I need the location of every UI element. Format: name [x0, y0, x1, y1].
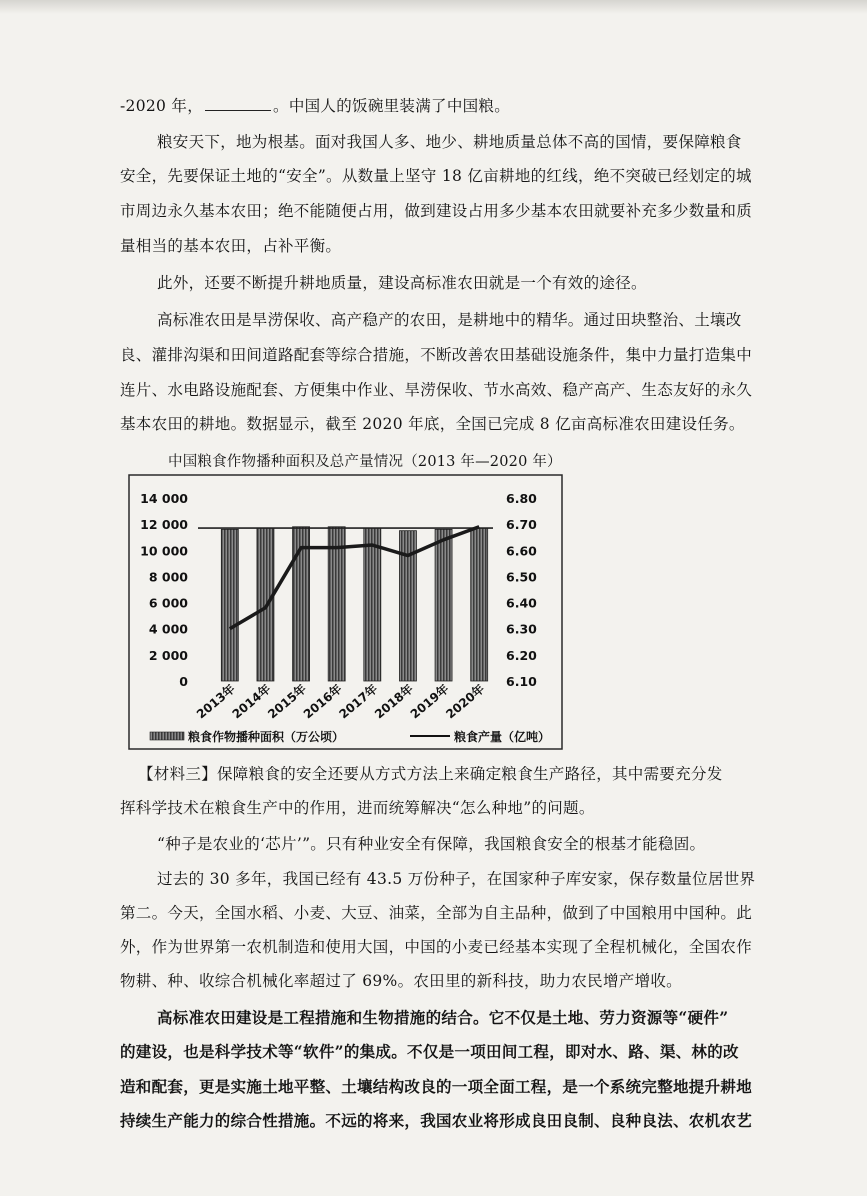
text-line: [120, 96, 510, 116]
text-line: “种子是农业的‘芯片’”。只有种业安全有保障，我国粮食安全的根基才能稳固。: [157, 835, 706, 853]
y-right-tick-label: 6.10: [506, 674, 537, 689]
text-line: 市周边永久基本农田；绝不能随便占用，做到建设占用多少基本农田就要补充多少数量和质: [120, 202, 753, 220]
scan-edge: [0, 0, 867, 14]
text-line: 基本农田的耕地。数据显示，截至 2020 年底，全国已完成 8 亿亩高标准农田建设任务。: [120, 415, 745, 433]
y-left-tick-label: 0: [179, 674, 188, 689]
y-left-tick-label: 12 000: [140, 517, 188, 533]
answer-blank[interactable]: [205, 96, 271, 111]
y-right-tick-label: 6.40: [506, 595, 537, 611]
y-left-tick-label: 8 000: [148, 569, 188, 585]
chart: [128, 474, 563, 750]
text-line: 良、灌排沟渠和田间道路配套等综合措施，不断改善农田基础设施条件，集中力量打造集中: [120, 346, 753, 364]
text-line: 第二。今天，全国水稻、小麦、大豆、油菜，全部为自主品种，做到了中国粮用中国种。此: [120, 904, 753, 922]
x-tick-label: 2016年: [300, 681, 345, 722]
text-line: 持续生产能力的综合性措施。不远的将来，我国农业将形成良田良制、良种良法、农机农艺: [120, 1111, 753, 1130]
x-tick-label: 2019年: [407, 681, 452, 722]
y-left-tick-label: 14 000: [140, 491, 188, 506]
line-segment: -2020 年，: [120, 97, 204, 115]
bar: [221, 529, 238, 681]
y-left-tick-label: 10 000: [140, 543, 188, 559]
text-line: 高标准农田建设是工程措施和生物措施的结合。它不仅是土地、劳力资源等“硬件”: [157, 1008, 729, 1027]
y-left-tick-label: 6 000: [148, 595, 188, 611]
text-line: 挥科学技术在粮食生产中的作用，进而统筹解决“怎么种地”的问题。: [120, 799, 595, 817]
bar: [328, 527, 345, 681]
chart-title: 中国粮食作物播种面积及总产量情况（2013 年—2020 年）: [168, 454, 562, 470]
text-line: 的建设，也是科学技术等“软件”的集成。不仅是一项田间工程，即对水、路、渠、林的改: [120, 1042, 739, 1061]
text-line: 连片、水电路设施配套、方便集中作业、旱涝保收、节水高效、稳产高产、生态友好的永久: [120, 381, 753, 399]
text-line: 外，作为世界第一农机制造和使用大国，中国的小麦已经基本实现了全程机械化，全国农作: [120, 938, 753, 956]
x-tick-label: 2020年: [443, 681, 488, 722]
text-line: 【材料三】保障粮食的安全还要从方式方法上来确定粮食生产路径，其中需要充分发: [138, 765, 723, 783]
y-right-tick-label: 6.80: [506, 491, 537, 506]
y-right-tick-label: 6.30: [506, 621, 537, 637]
bar: [435, 529, 452, 681]
y-right-tick-label: 6.20: [506, 647, 537, 663]
x-tick-label: 2018年: [372, 681, 416, 722]
legend-label-bars: 粮食作物播种面积（万公顷）: [188, 730, 345, 744]
y-right-tick-label: 6.70: [506, 517, 537, 533]
x-tick-label: 2013年: [193, 681, 238, 722]
bar: [471, 528, 488, 681]
text-line: 高标准农田是旱涝保收、高产稳产的农田，是耕地中的精华。通过田块整治、土壤改: [157, 311, 742, 329]
legend-swatch-bars: [150, 732, 184, 740]
text-line: 造和配套，更是实施土地平整、土壤结构改良的一项全面工程，是一个系统完整地提升耕地: [120, 1077, 753, 1096]
text-line: 此外，还要不断提升耕地质量，建设高标准农田就是一个有效的途径。: [157, 274, 647, 292]
x-tick-label: 2014年: [229, 681, 274, 722]
legend-label-line: 粮食产量（亿吨）: [454, 730, 551, 744]
y-left-tick-label: 4 000: [148, 621, 188, 637]
text-line: 安全，先要保证土地的“安全”。从数量上坚守 18 亿亩耕地的红线，绝不突破已经划定的城: [120, 167, 752, 185]
x-tick-label: 2015年: [265, 681, 309, 722]
y-left-tick-label: 2 000: [148, 647, 188, 663]
text-line: 物耕、种、收综合机械化率超过了 69%。农田里的新科技，助力农民增产增收。: [120, 972, 682, 990]
y-right-tick-label: 6.60: [506, 543, 537, 559]
text-line: 过去的 30 多年，我国已经有 43.5 万份种子，在国家种子库安家，保存数量位居世界: [157, 870, 756, 888]
text-line: 量相当的基本农田，占补平衡。: [120, 237, 342, 255]
x-tick-label: 2017年: [336, 681, 381, 722]
bar: [364, 528, 381, 681]
line-segment: 。中国人的饭碗里装满了中国粮。: [273, 97, 511, 115]
y-right-tick-label: 6.50: [506, 569, 537, 585]
chart-svg: [128, 474, 563, 750]
text-line: 粮安天下，地为根基。面对我国人多、地少、耕地质量总体不高的国情，要保障粮食: [157, 133, 742, 151]
